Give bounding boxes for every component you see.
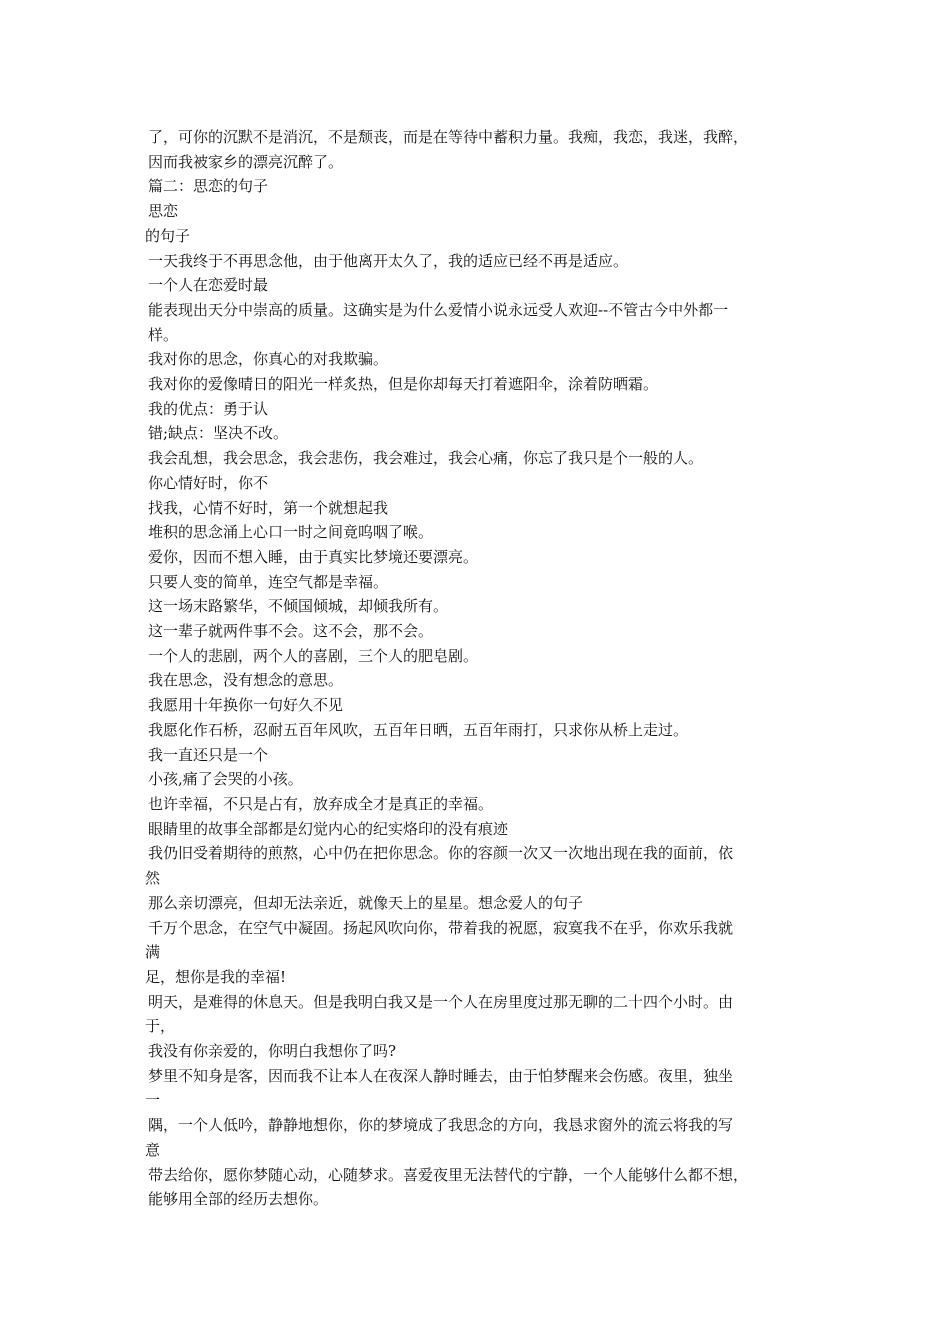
text-line: 这一辈子就两件事不会。这不会，那不会。: [148, 622, 434, 641]
text-line: 千万个思念，在空气中凝固。扬起风吹向你，带着我的祝愿，寂寞我不在乎，你欢乐我就: [148, 918, 734, 937]
text-line: 于，: [145, 1017, 176, 1036]
text-line: 意: [145, 1140, 161, 1159]
document-page: [145, 125, 815, 1212]
text-line: 我愿用十年换你一句好久不见: [148, 696, 344, 715]
text-line: 我会乱想，我会思念，我会悲伤，我会难过，我会心痛，你忘了我只是个一般的人。: [148, 449, 704, 468]
text-line: 然: [145, 869, 161, 888]
text-line: 你心情好时，你不: [148, 473, 269, 492]
text-line: 那么亲切漂亮，但却无法亲近，就像天上的星星。想念爱人的句子: [148, 893, 584, 912]
text-line: 我对你的思念，你真心的对我欺骗。: [148, 350, 389, 369]
text-line: 我的优点：勇于认: [148, 399, 269, 418]
text-line: 爱你，因而不想入睡，由于真实比梦境还要漂亮。: [148, 547, 479, 566]
text-line: 一天我终于不再思念他，由于他离开太久了，我的适应已经不再是适应。: [148, 251, 629, 270]
text-line: 一个人在恋爱时最: [148, 276, 269, 295]
text-line: 我一直还只是一个: [148, 745, 269, 764]
text-line: 我没有你亲爱的，你明白我想你了吗?: [148, 1042, 397, 1061]
text-line: 足，想你是我的幸福!: [145, 967, 287, 986]
text-line: 也许幸福，不只是占有，放弃成全才是真正的幸福。: [148, 794, 494, 813]
text-line: 梦里不知身是客，因而我不让本人在夜深人静时睡去，由于怕梦醒来会伤感。夜里，独坐: [148, 1066, 734, 1085]
text-line: 样。: [148, 325, 179, 344]
text-line: 一: [145, 1091, 161, 1110]
text-line: 我在思念，没有想念的意思。: [148, 671, 344, 690]
text-line: 眼睛里的故事全部都是幻觉内心的纪实烙印的没有痕迹: [148, 819, 509, 838]
text-line: 找我，心情不好时，第一个就想起我: [148, 498, 389, 517]
text-line: 我对你的爱像晴日的阳光一样炙热，但是你却每天打着遮阳伞，涂着防晒霜。: [148, 375, 659, 394]
text-line: 因而我被家乡的漂亮沉醉了。: [148, 152, 344, 171]
text-line: 了，可你的沉默不是消沉，不是颓丧，而是在等待中蓄积力量。我痴，我恋，我迷，我醉，: [148, 128, 749, 146]
text-line: 能表现出天分中崇高的质量。这确实是为什么爱情小说永远受人欢迎--不管古今中外都一: [148, 300, 729, 319]
text-line: 错;缺点：坚决不改。: [148, 424, 289, 443]
text-line: 这一场末路繁华，不倾国倾城，却倾我所有。: [148, 597, 449, 616]
text-line: 一个人的悲剧，两个人的喜剧，三个人的肥皂剧。: [148, 646, 479, 665]
text-line: 隅，一个人低吟，静静地想你，你的梦境成了我思念的方向，我恳求窗外的流云将我的写: [148, 1116, 734, 1135]
text-line: 小孩,痛了会哭的小孩。: [148, 770, 303, 789]
text-line: 堆积的思念涌上心口一时之间竟呜咽了喉。: [148, 523, 434, 542]
text-line: 带去给你，愿你梦随心动，心随梦求。喜爱夜里无法替代的宁静，一个人能够什么都不想，: [148, 1165, 749, 1184]
text-line: 篇二：思恋的句子: [148, 177, 269, 196]
text-line: 的句子: [145, 226, 191, 245]
text-line: 明天，是难得的休息天。但是我明白我又是一个人在房里度过那无聊的二十四个小时。由: [148, 992, 734, 1011]
text-line: 我愿化作石桥，忍耐五百年风吹，五百年日晒，五百年雨打，只求你从桥上走过。: [148, 720, 689, 739]
text-line: 只要人变的简单，连空气都是幸福。: [148, 572, 389, 591]
text-line: 思恋: [148, 202, 179, 221]
text-line: 我仍旧受着期待的煎熬，心中仍在把你思念。你的容颜一次又一次地出现在我的面前，依: [148, 844, 734, 863]
text-line: 能够用全部的经历去想你。: [148, 1190, 329, 1209]
text-line: 满: [145, 943, 161, 962]
